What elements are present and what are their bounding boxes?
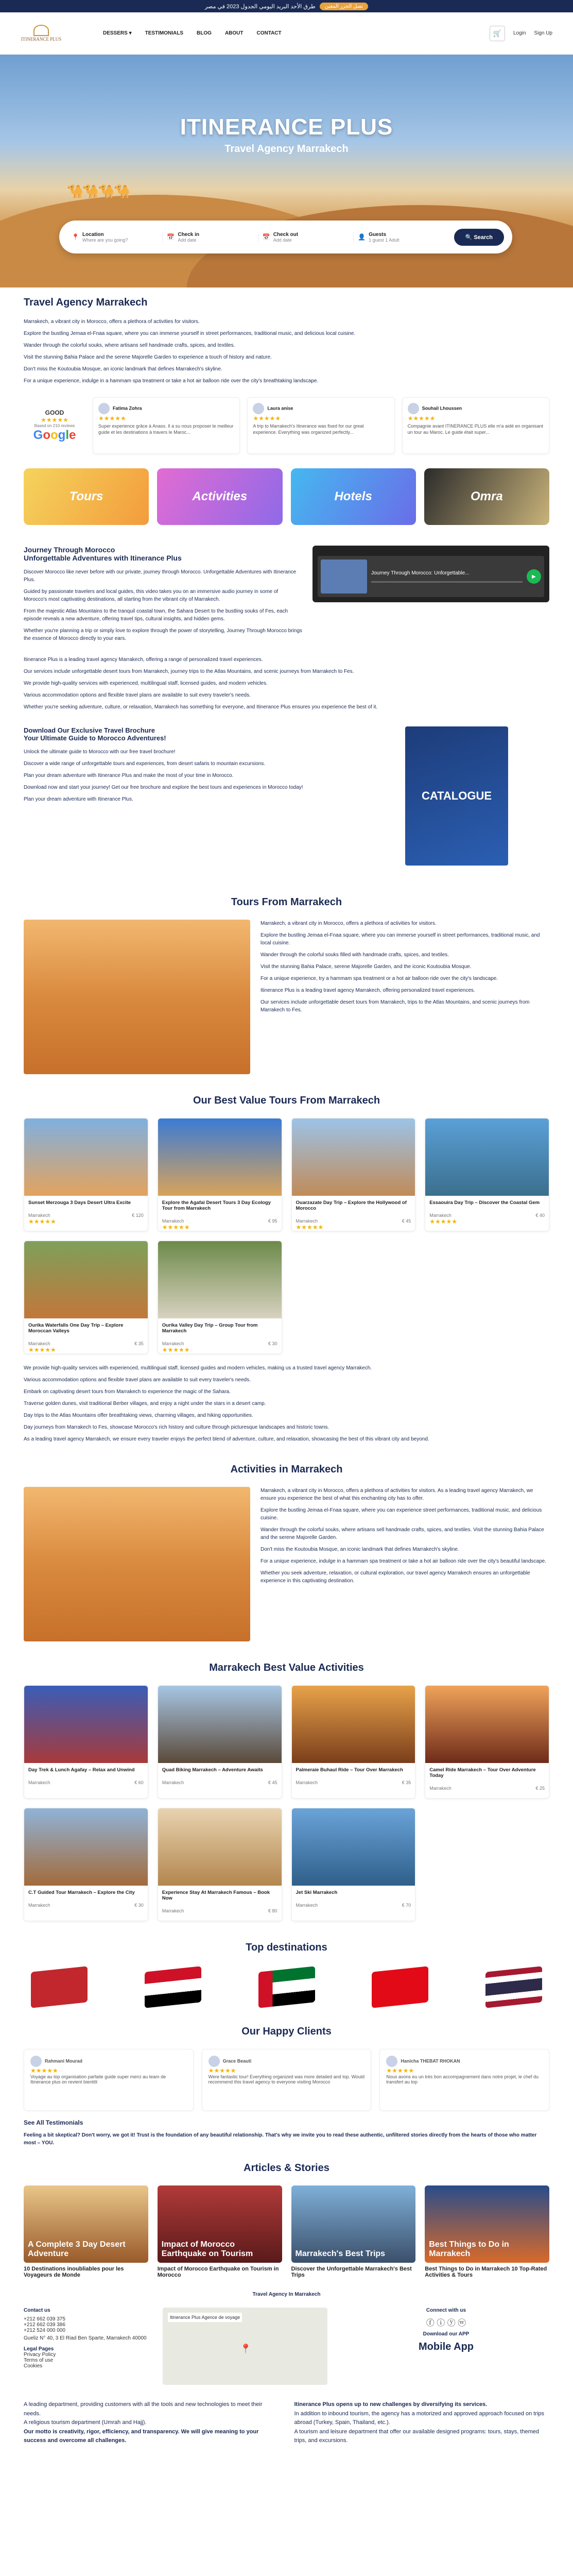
google-logo: Google [33, 428, 76, 442]
player-thumbnail [321, 560, 367, 594]
main-navbar [0, 12, 573, 55]
rating-stars: ★★★★★ [296, 1224, 324, 1231]
card-location: Marrakech [28, 1341, 50, 1346]
bullet-item: Our services include unforgettable desert tours from Marrakech, journey trips to the Atlas Mountains, and scenic journeys from Marrakech to Fes. [24, 669, 354, 674]
clients-footer-text: Feeling a bit skeptical? Don't worry, we got it! Trust is the foundation of any beautiful relationship. That's why we invite you to read these authentic, unfiltered stories directly from the hearts of those who matter most – YOU. [24, 2132, 537, 2146]
card-location: Marrakech [28, 1780, 50, 1785]
activities-list [261, 1487, 549, 1641]
article-image: Best Things to Do in Marrakech [425, 2185, 549, 2263]
card-location: Marrakech [429, 1786, 452, 1791]
desert-image [24, 920, 250, 1074]
hero-subtitle: Travel Agency Marrakech [224, 143, 349, 155]
login-link[interactable]: Login [513, 30, 526, 36]
review-text: A trip to Marrakech's Itinerance was fixed for our great experience. Everything was organized perfectly... [253, 423, 364, 435]
journey-paragraph: From the majestic Atlas Mountains to the tranquil coastal town, the Sahara Desert to the bustling souks of Fes, each episode reveals a new adventure, offering travel tips, cultural insights, and hidden gems. [24, 608, 288, 622]
card-image [24, 1686, 148, 1763]
journey-paragraph: Discover Morocco like never before with our private, journey through Morocco. Unforgettable Adventures with Itinerance Plus. [24, 569, 297, 583]
card-image [292, 1808, 415, 1886]
rating-stars: ★★★★★ [208, 2067, 236, 2074]
checkin-label: Check in [178, 231, 200, 238]
avatar [386, 2056, 397, 2067]
article-card[interactable] [291, 2185, 416, 2278]
review-text: Super experience grâce à Anass. Il a su nous proposer le meilleur guide et les destinations à travers le Maroc... [98, 423, 234, 435]
tile-tours[interactable]: Tours [24, 468, 149, 525]
card-location: Marrakech [162, 1218, 184, 1224]
card-price: € 95 [268, 1218, 277, 1224]
footer-social [343, 2308, 549, 2385]
intro-title: Travel Agency Marrakech [24, 297, 148, 308]
best-tours-title: Our Best Value Tours From Marrakech [193, 1095, 380, 1106]
list-item: Wander through the colorful souks, where artisans sell handmade crafts, spices, and textiles. Visit the stunning Bahia Palace and the serene Majorelle Garden. [261, 1527, 544, 1540]
bullet-item: Itinerance Plus is a leading travel agency Marrakech, offering a range of personalized travel experiences. [24, 657, 263, 663]
article-title: 10 Destinations inoubliables pour les Voyageurs de Monde [24, 2266, 124, 2278]
flag-turkey[interactable] [372, 1966, 428, 2008]
card-price: € 80 [268, 1908, 277, 1913]
journey-paragraph: Guided by passionate travelers and local guides, this video takes you on an immersive audio journey in some of Morocco's most captivating destinations, all starting from the vibrant city of Marrakech. [24, 589, 279, 602]
social-icons[interactable]: ⓕ ⓘ ⓨ ⓦ [426, 2319, 466, 2328]
card-price: € 45 [268, 1780, 277, 1785]
card-price: € 45 [402, 1218, 411, 1224]
guests-field[interactable] [354, 232, 448, 243]
menu-item-testimonials[interactable]: TESTIMONIALS [145, 30, 184, 36]
phone-number[interactable]: +212 524 000 000 [24, 2328, 65, 2333]
testimonial-text: Nous avons eu un très bon accompagnement dans notre projet, le chef du transfert au top [386, 2074, 539, 2084]
rating-stars: ★★★★★ [30, 2067, 58, 2074]
review-text: Compagnie avant ITINERANCE PLUS elle m'a aidé en organisant un tour au Maroc. Le guide était super... [407, 423, 544, 435]
testimonial-card [24, 2049, 194, 2111]
pin-icon: 📍 [72, 233, 79, 241]
bullet-item: Embark on captivating desert tours from Marrakech to experience the magic of the Sahara. [24, 1389, 231, 1395]
reviewer-name: Laura anise [267, 405, 293, 411]
list-item: Our services include unforgettable desert tours from Marrakech, trips to the Atlas Mountains, and scenic journeys from Marrakech to Fes. [261, 999, 530, 1013]
tour-card[interactable] [24, 1118, 148, 1231]
card-title: Jet Ski Marrakech [296, 1890, 338, 1895]
client-name: Hanicha THEBAT RHOKAN [401, 2058, 460, 2064]
card-image [158, 1686, 282, 1763]
card-location: Marrakech [28, 1903, 50, 1908]
list-item: Visit the stunning Bahia Palace, serene Majorelle Garden, and the iconic Koutoubia Mosque. [261, 964, 472, 970]
location-placeholder: Where are you going? [82, 237, 128, 243]
legal-link[interactable]: Terms of use [24, 2358, 54, 2363]
card-location: Marrakech [162, 1780, 184, 1785]
card-image [292, 1118, 415, 1196]
rating-stars: ★★★★★ [28, 1346, 56, 1353]
client-name: Grace Beauti [222, 2058, 252, 2064]
testimonial-text: Were fantastic tour! Everything organized was more detailed and top. Would recommend this travel agency to everyone visiting Morocco [208, 2074, 365, 2084]
bullet-item: Day journeys from Marrakech to Fes, showcase Morocco's rich history and culture through picturesque landscapes and historic towns. [24, 1425, 329, 1430]
card-title: Experience Stay At Marrakech Famous – Book Now [162, 1890, 270, 1901]
list-item: Whether you seek adventure, relaxation, or cultural exploration, our travel agency Marrakech ensures an unforgettable experience in this captivating destination. [261, 1570, 530, 1584]
list-item: Don't miss the Koutoubia Mosque, an iconic landmark that defines Marrakech's skyline. [261, 1547, 459, 1552]
menu-item-contact[interactable]: CONTACT [256, 30, 282, 36]
card-location: Marrakech [28, 1213, 50, 1218]
audio-player [312, 546, 549, 602]
activity-card[interactable] [291, 1808, 416, 1921]
legal-link[interactable]: Cookies [24, 2363, 43, 2369]
catalogue-paragraph: Plan your dream adventure with Itinerance Plus and make the most of your time in Morocco. [24, 773, 234, 778]
tile-hotels[interactable]: Hotels [291, 468, 416, 525]
footer-agency-label: Travel Agency In Marrakech [252, 2292, 321, 2297]
review-card [93, 397, 240, 454]
list-item: For a unique experience, indulge in a hammam spa treatment or take a hot air balloon ride over the city's beautiful landscape. [261, 1558, 547, 1564]
tour-card[interactable] [24, 1241, 148, 1354]
google-rating-box [24, 409, 85, 443]
menu-item-dessers[interactable]: DESSERS ▾ [103, 30, 132, 36]
flag-egypt[interactable] [145, 1966, 201, 2008]
avatar [253, 403, 264, 414]
destinations-title: Top destinations [246, 1942, 327, 1953]
activity-card[interactable] [158, 1808, 282, 1921]
tours-from-list [261, 920, 549, 1074]
checkin-field[interactable] [163, 232, 258, 243]
phone-number[interactable]: +212 662 039 386 [24, 2322, 65, 2328]
search-button-label: Search [474, 234, 493, 241]
calendar-icon: 📅 [262, 233, 270, 241]
card-image [292, 1686, 415, 1763]
card-price: € 35 [402, 1780, 411, 1785]
hero-title: ITINERANCE PLUS [180, 114, 393, 140]
bullet-item: We provide high-quality services with experienced, multilingual staff, licensed guides and modern vehicles, making us a trusted travel agency Marrakech. [24, 1365, 372, 1371]
activity-card[interactable] [425, 1685, 549, 1799]
tile-omra[interactable]: Omra [424, 468, 549, 525]
card-title: C.T Guided Tour Marrakech – Explore the City [28, 1890, 135, 1895]
about-text: Itinerance Plus opens up to new challenges by diversifying its services. [294, 2401, 488, 2408]
bullet-item: Whether you're seeking adventure, culture, or relaxation, Marrakech has something for everyone, and Itinerance Plus ensures you experience the best of it. [24, 704, 378, 710]
card-title: Essaouira Day Trip – Discover the Coastal Gem [429, 1200, 540, 1206]
google-rating-label: GOOD [45, 409, 64, 416]
calendar-icon: 📅 [167, 233, 175, 241]
card-price: € 60 [134, 1780, 144, 1785]
intro-paragraph: Wander through the colorful souks, where artisans sell handmade crafts, spices, and textiles. [24, 343, 235, 348]
catalogue-subtitle: Your Ultimate Guide to Morocco Adventures! [24, 734, 166, 742]
list-item: Explore the bustling Jemaa el-Fnaa square, where you can immerse yourself in street performances, traditional music, and local cuisine. [261, 933, 540, 946]
article-image: Impact of Morocco Earthquake on Tourism [158, 2185, 282, 2263]
camel-caravan-icon: 🐪🐪🐪🐪 [67, 183, 130, 199]
testimonial-card [379, 2049, 549, 2111]
rating-stars: ★★★★★ [98, 415, 126, 422]
footer-contact [24, 2308, 147, 2385]
card-location: Marrakech [162, 1908, 184, 1913]
clients-footer [0, 2119, 573, 2147]
card-title: Ourika Valley Day Trip – Group Tour from Marrakech [162, 1323, 258, 1334]
activity-card[interactable] [291, 1685, 416, 1799]
footer [0, 2308, 573, 2385]
card-location: Marrakech [429, 1213, 452, 1218]
journey-title: Journey Through Morocco [24, 546, 115, 554]
article-title: Discover the Unforgettable Marrakech's Best Trips [291, 2266, 412, 2278]
intro-paragraph: For a unique experience, indulge in a hammam spa treatment or take a hot air balloon ride over the city's breathtaking landscape. [24, 378, 319, 384]
card-image [24, 1241, 148, 1318]
phone-number[interactable]: +212 662 039 375 [24, 2316, 65, 2322]
best-activities-title: Marrakech Best Value Activities [209, 1662, 364, 1673]
card-image [425, 1118, 549, 1196]
player-title: Journey Through Morocco: Unforgettable... [371, 570, 470, 576]
reviewer-name: Fatima Zohra [113, 405, 142, 411]
rating-stars: ★★★★★ [386, 2067, 414, 2074]
catalogue-paragraph: Download now and start your journey! Get our free brochure and explore the best tours and experiences in Morocco today! [24, 785, 303, 790]
legal-link[interactable]: Privacy Policy [24, 2352, 56, 2358]
clients-title: Our Happy Clients [241, 2026, 332, 2037]
flag-morocco[interactable] [31, 1966, 88, 2008]
card-image [158, 1241, 282, 1318]
menu-item-blog[interactable]: BLOG [197, 30, 212, 36]
destination-flags [0, 1969, 573, 2005]
card-price: € 120 [132, 1213, 144, 1218]
guests-label: Guests [369, 231, 387, 238]
catalogue-image-label: CATALOGUE [421, 789, 492, 802]
card-title: Ouarzazate Day Trip – Explore the Hollywood of Morocco [296, 1200, 407, 1211]
card-image [425, 1686, 549, 1763]
menu-item-about[interactable]: ABOUT [224, 30, 244, 36]
tours-from-section [0, 920, 573, 1074]
article-image: Marrakech's Best Trips [291, 2185, 416, 2263]
article-card[interactable] [24, 2185, 148, 2278]
catalogue-image[interactable] [405, 726, 508, 866]
card-price: € 25 [535, 1786, 545, 1791]
tour-card[interactable] [158, 1241, 282, 1354]
address: Gueliz N° 40, 3 El Riad Ben Sparte, Marrakech 40000 [24, 2335, 147, 2341]
rating-stars: ★★★★★ [429, 1218, 458, 1225]
checkin-placeholder: Add date [178, 237, 197, 243]
location-label: Location [82, 231, 104, 238]
client-name: Rahmani Mourad [45, 2058, 83, 2064]
flag-thailand[interactable] [485, 1966, 542, 2008]
about-text: Our motto is creativity, rigor, efficiency, and transparency. We will give meaning to your success and overcome all challenges. [24, 2428, 259, 2444]
list-item: Explore the bustling Jemaa el-Fnaa square, where you can experience street performances, traditional music, and delicious cuisine. [261, 1507, 542, 1521]
contact-title: Contact us [24, 2308, 50, 2313]
catalogue-paragraph: Unlock the ultimate guide to Morocco with our free travel brochure! [24, 749, 176, 755]
signup-link[interactable]: Sign Up [534, 30, 552, 36]
card-location: Marrakech [296, 1780, 318, 1785]
card-price: € 30 [134, 1903, 144, 1908]
list-item: Marrakech, a vibrant city in Morocco, offers a plethora of activities for visitors. As a leading travel agency Marrakech, we ensure you experience the best of what this enchanting city has to offer. [261, 1488, 533, 1501]
journey-subtitle: Unforgettable Adventures with Itinerance Plus [24, 554, 182, 562]
download-title: Download our APP [423, 2331, 470, 2337]
card-price: € 70 [402, 1903, 411, 1908]
about-text: A tourism and leisure department that offer our available designed programs: tours, stays, themed trips, and excursions. [294, 2428, 539, 2444]
testimonial-text: Voyage au top organisation parfaite guide super merci au team de Itinerance plus on revient bientôt [30, 2074, 166, 2084]
card-price: € 30 [268, 1341, 277, 1346]
list-item: For a unique experience, try a hammam spa treatment or a hot air balloon ride over the city's landscape. [261, 976, 498, 981]
list-item: Wander through the colorful souks filled with handmade crafts, spices, and textiles. [261, 952, 449, 958]
announcement-text: طرق الأحد البريد اليومي الجدول 2023 في مصر [204, 3, 316, 10]
avatar [408, 403, 419, 414]
list-item: Marrakech, a vibrant city in Morocco, offers a plethora of activities for visitors. [261, 921, 437, 926]
main-menu [103, 30, 282, 36]
about-text: In addition to inbound tourism, the agency has a motorized and approved approach focused on trips abroad (Turkey, Spain, Thailand, etc.). [294, 2410, 545, 2426]
review-card [247, 397, 394, 454]
catalogue-paragraph: Discover a wide range of unforgettable tours and experiences, from desert safaris to mountain excursions. [24, 761, 266, 767]
player-info [371, 570, 523, 583]
intro-paragraph: Marrakech, a vibrant city in Morocco, offers a plethora of activities for visitors. [24, 319, 200, 325]
rating-stars: ★★★★★ [41, 416, 68, 423]
bullet-item: Traverse golden dunes, visit traditional Berber villages, and enjoy a night under the stars in a desert camp. [24, 1401, 266, 1406]
logo[interactable] [21, 21, 62, 46]
card-image [158, 1118, 282, 1196]
flag-uae[interactable] [258, 1966, 315, 2008]
card-title: Day Trek & Lunch Agafay – Relax and Unwind [28, 1767, 135, 1773]
guests-placeholder: 1 guest 1 Adult [369, 237, 400, 243]
rating-stars: ★★★★★ [253, 415, 281, 422]
card-image [24, 1118, 148, 1196]
article-title: Impact of Morocco Earthquake on Tourism in Morocco [157, 2266, 279, 2278]
card-location: Marrakech [162, 1341, 184, 1346]
card-title: Ourika Waterfalls One Day Trip – Explore Moroccan Valleys [28, 1323, 124, 1334]
bullet-item: Day trips to the Atlas Mountains offer breathtaking views, charming villages, and hiking opportunities. [24, 1413, 253, 1418]
catalogue-section [0, 726, 573, 866]
footer-about [0, 2400, 573, 2446]
rating-stars: ★★★★★ [162, 1224, 190, 1231]
avatar [30, 2056, 42, 2067]
articles-title: Articles & Stories [244, 2162, 329, 2174]
articles-grid [0, 2185, 573, 2278]
cart-icon[interactable]: 🛒 [490, 26, 505, 41]
tours-from-title: Tours From Marrakech [231, 896, 342, 908]
agency-bullets [0, 656, 573, 711]
card-price: € 40 [535, 1213, 545, 1218]
see-all-testimonials-link[interactable]: See All Testimonials [24, 2119, 83, 2126]
card-image [158, 1808, 282, 1886]
catalogue-paragraph: Plan your dream adventure with Itinerance Plus. [24, 796, 133, 802]
activities-title: Activities in Marrakech [230, 1464, 343, 1475]
logo-mark [33, 25, 49, 36]
reviewer-name: Souhail Lhoussen [422, 405, 462, 411]
list-item: Itinerance Plus is a leading travel agency Marrakech, offering personalized travel experiences. [261, 988, 475, 993]
legal-title: Legal Pages [24, 2346, 54, 2352]
activities-section [0, 1487, 573, 1641]
bullet-item: Various accommodation options and flexible travel plans are available to suit every traveler's needs. [24, 1377, 251, 1383]
testimonial-card [202, 2049, 372, 2111]
tour-card[interactable] [158, 1118, 282, 1231]
hero-banner [0, 55, 573, 287]
card-location: Marrakech [296, 1218, 318, 1224]
activity-card[interactable] [158, 1685, 282, 1799]
tour-card[interactable] [425, 1118, 549, 1231]
intro-paragraph: Don't miss the Koutoubia Mosque, an iconic landmark that defines Marrakech's skyline. [24, 366, 222, 372]
catalogue-title: Download Our Exclusive Travel Brochure [24, 726, 155, 734]
announcement-pill[interactable]: تصل الجزر المعين [320, 3, 368, 10]
intro-paragraph: Visit the stunning Bahia Palace and the serene Majorelle Garden to experience a touch of history and nature. [24, 354, 272, 360]
about-text: A religious tourism department (Umrah and Hajj). [24, 2419, 147, 2426]
card-image [24, 1808, 148, 1886]
journey-paragraph: Whether you're planning a trip or simply love to explore through the power of storytelling, Journey Through Morocco brings the essence of Morocco directly to your ears. [24, 628, 302, 641]
client-testimonials [0, 2049, 573, 2111]
rating-stars: ★★★★★ [407, 415, 436, 422]
article-title: Best Things to Do in Marrakech 10 Top-Rated Activities & Tours [425, 2266, 547, 2278]
player-card[interactable] [318, 556, 544, 597]
journey-section [0, 546, 573, 647]
map-pin-icon: 📍 [240, 2344, 252, 2354]
rating-stars: ★★★★★ [162, 1346, 190, 1353]
review-card [402, 397, 549, 454]
card-location: Marrakech [296, 1903, 318, 1908]
bullet-item: We provide high-quality services with experienced, multilingual staff, licensed guides, and modern vehicles. [24, 681, 268, 686]
top-announcement-bar [0, 0, 573, 12]
rating-stars: ★★★★★ [28, 1218, 56, 1225]
map-label: Itinerance Plus Agence de voyage [168, 2313, 242, 2322]
about-text: A leading department, providing customers with all the tools and new technologies to meet their needs. [24, 2401, 263, 2417]
reviews-row [0, 397, 573, 454]
map-embed[interactable] [163, 2308, 327, 2385]
nav-right [490, 26, 552, 41]
activity-card[interactable] [24, 1685, 148, 1799]
card-title: Palmeraie Buhaul Ride – Tour Over Marrakech [296, 1767, 403, 1773]
intro-section [0, 297, 573, 385]
article-card[interactable] [158, 2185, 282, 2278]
bullet-item: Various accommodation options and flexible travel plans are available to suit every traveler's needs. [24, 692, 251, 698]
tour-cards [0, 1118, 573, 1354]
card-title: Explore the Agafai Desert Tours 3 Day Ecology Tour from Marrakech [162, 1200, 271, 1211]
location-field[interactable] [67, 232, 163, 243]
user-icon: 👤 [358, 233, 366, 241]
mobile-app-label[interactable]: Mobile App [418, 2341, 474, 2352]
article-image: A Complete 3 Day Desert Adventure [24, 2185, 148, 2263]
tile-activities[interactable]: Activities [157, 468, 282, 525]
card-price: € 35 [134, 1341, 144, 1346]
avatar [98, 403, 110, 414]
intro-paragraph: Explore the bustling Jemaa el-Fnaa square, where you can immerse yourself in street performances, traditional music, and delicious local cuisine. [24, 331, 356, 336]
connect-title: Connect with us [426, 2308, 466, 2313]
checkout-label: Check out [273, 231, 299, 238]
search-bar [59, 221, 512, 253]
checkout-field[interactable] [258, 232, 354, 243]
search-button[interactable]: 🔍 Search [454, 229, 504, 246]
card-title: Sunset Merzouga 3 Days Desert Ultra Excite [28, 1200, 131, 1206]
article-card[interactable] [425, 2185, 549, 2278]
category-tiles [0, 468, 573, 525]
checkout-placeholder: Add date [273, 237, 292, 243]
activity-cards [0, 1685, 573, 1921]
play-icon[interactable]: ▶ [527, 569, 541, 584]
activity-card[interactable] [24, 1808, 148, 1921]
logo-text: ITINERANCE PLUS [21, 36, 62, 42]
avatar [209, 2056, 220, 2067]
desert-image [24, 1487, 250, 1641]
google-caption: Based on 210 reviews [34, 423, 75, 428]
tour-card[interactable] [291, 1118, 416, 1231]
card-title: Quad Biking Marrakech – Adventure Awaits [162, 1767, 263, 1773]
card-title: Camel Ride Marrakech – Tour Over Adventure Today [429, 1767, 536, 1778]
progress-track[interactable] [371, 581, 523, 583]
tours-notes [0, 1364, 573, 1443]
bullet-item: As a leading travel agency Marrakech, we ensure every traveler enjoys the perfect blend of adventure, culture, and relaxation, showcasing the best of this vibrant city and beyond. [24, 1436, 429, 1442]
